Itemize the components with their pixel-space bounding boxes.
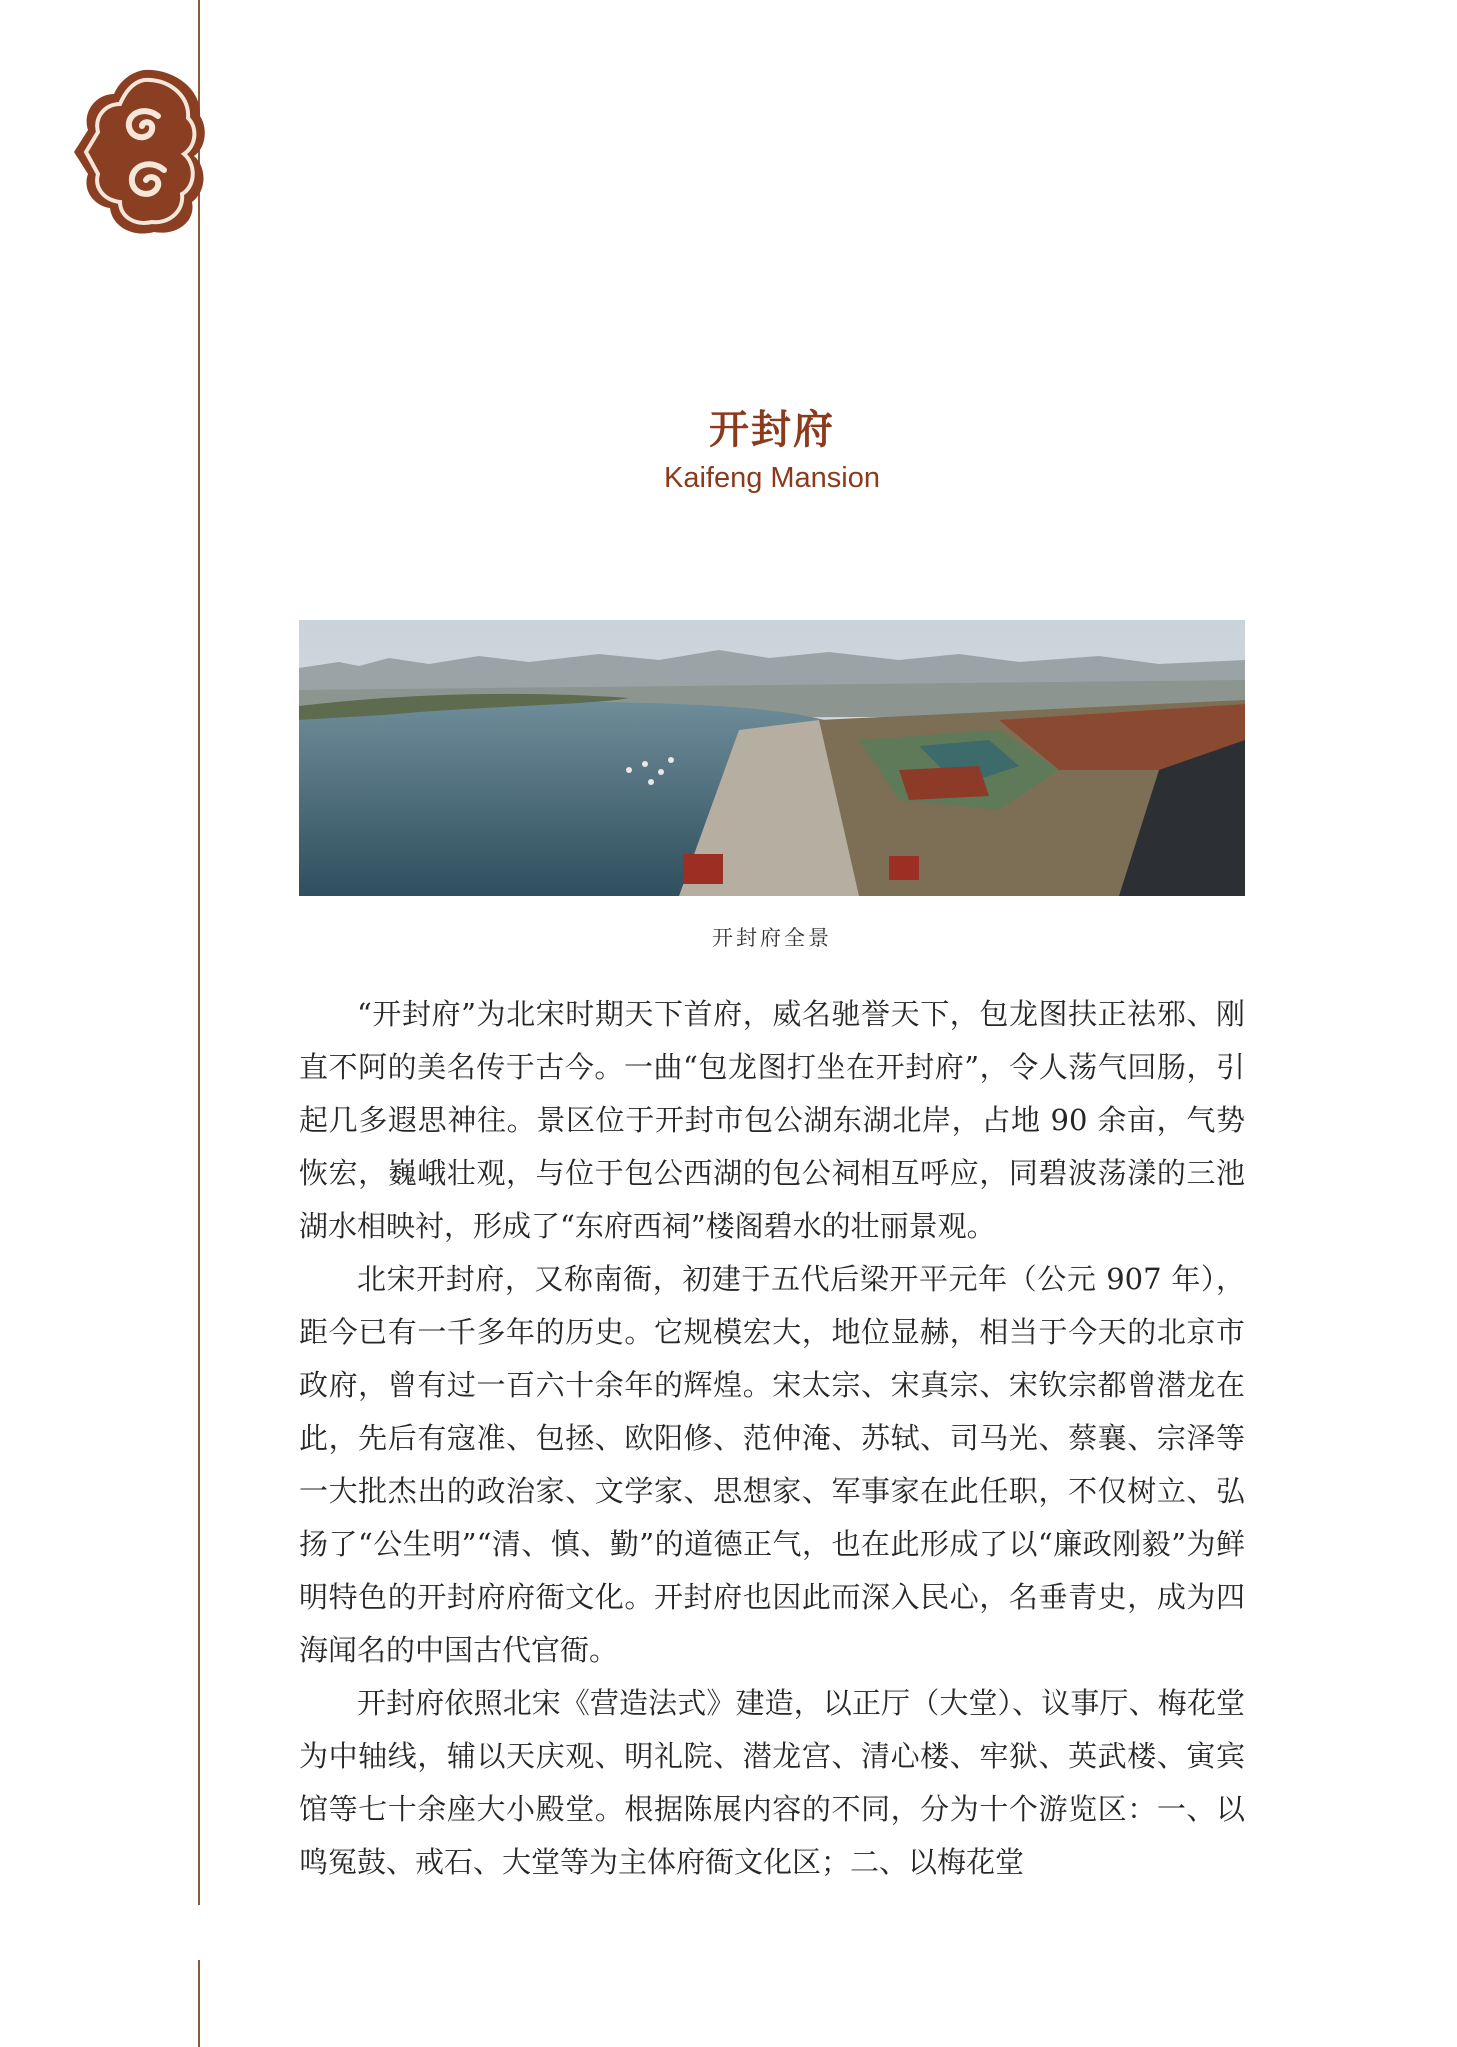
article-body bbox=[299, 988, 1245, 1889]
paragraph-1: “开封府”为北宋时期天下首府，威名驰誉天下，包龙图扶正祛邪、刚直不阿的美名传于古今。一曲“包龙图打坐在开封府”，令人荡气回肠，引起几多遐思神往。景区位于开封市包公湖东湖北岸，占地 90 余亩，气势恢宏，巍峨壮观，与位于包公西湖的包公祠相互呼应，同碧波荡漾的三池湖水相映衬，形成了“东府西祠”楼阁碧水的壮丽景观。 bbox=[299, 997, 1245, 1243]
page-title: 开封府 bbox=[709, 407, 835, 453]
panorama-photo bbox=[299, 620, 1245, 896]
page-subtitle: Kaifeng Mansion bbox=[663, 462, 881, 494]
margin-rule-top bbox=[198, 0, 200, 1905]
photo-caption: 开封府全景 bbox=[712, 926, 832, 950]
paragraph-3: 开封府依照北宋《营造法式》建造，以正厅（大堂）、议事厅、梅花堂为中轴线，辅以天庆观、明礼院、潜龙宫、清心楼、牢狱、英武楼、寅宾馆等七十余座大小殿堂。根据陈展内容的不同，分为十个游览区：一、以鸣冤鼓、戒石、大堂等为主体府衙文化区；二、以梅花堂 bbox=[299, 1686, 1245, 1879]
cloud-ornament-icon bbox=[72, 66, 208, 238]
paragraph-2: 北宋开封府，又称南衙，初建于五代后梁开平元年（公元 907 年），距今已有一千多年的历史。它规模宏大，地位显赫，相当于今天的北京市政府，曾有过一百六十余年的辉煌。宋太宗、宋真宗、宋钦宗都曾潜龙在此，先后有寇准、包拯、欧阳修、范仲淹、苏轼、司马光、蔡襄、宗泽等一大批杰出的政治家、文学家、思想家、军事家在此任职，不仅树立、弘扬了“公生明”“清、慎、勤”的道德正气，也在此形成了以“廉政刚毅”为鲜明特色的开封府府衙文化。开封府也因此而深入民心，名垂青史，成为四海闻名的中国古代官衙。 bbox=[299, 1262, 1245, 1667]
margin-rule-bottom bbox=[198, 1960, 200, 2047]
